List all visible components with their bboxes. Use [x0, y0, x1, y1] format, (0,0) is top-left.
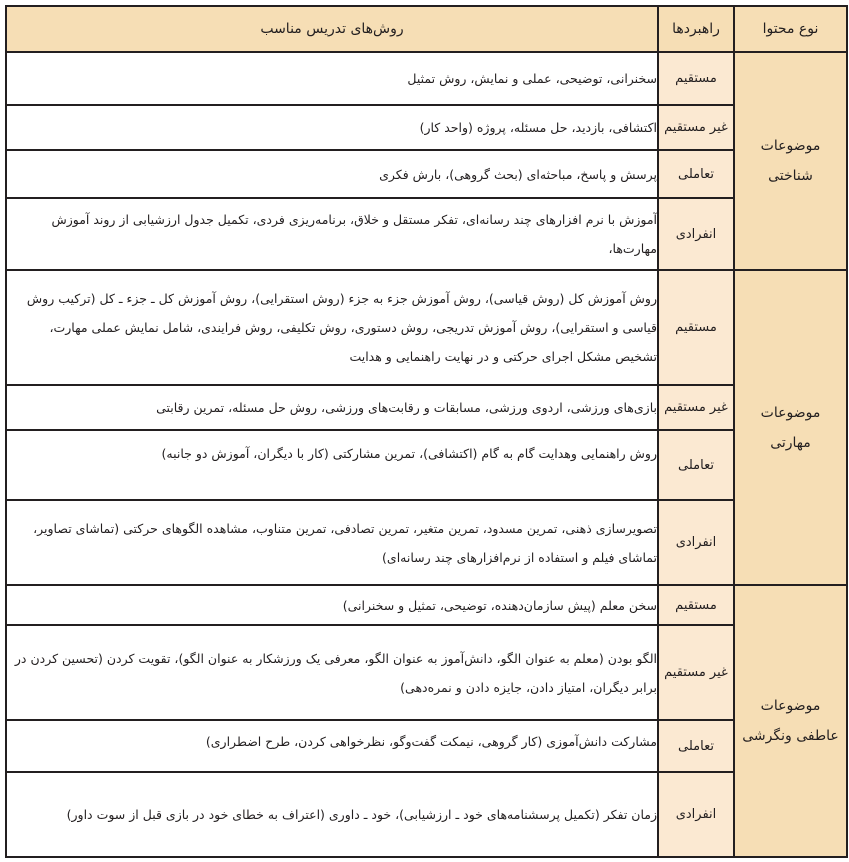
- table-row: [6, 430, 847, 500]
- table-row: [6, 625, 847, 720]
- content-type-affective: [734, 585, 847, 857]
- strategy-cell: تعاملی: [658, 150, 734, 198]
- table-row: [6, 500, 847, 585]
- methods-cell: تصویرسازی ذهنی، تمرین مسدود، تمرین متغیر، تمرین تصادفی، تمرین متناوب، مشاهده الگوهای حرکتی (تماشای تصاویر، تماشای فیلم و استفاده از نرم‌افزارهای چند رسانه‌ای): [6, 500, 658, 585]
- strategy-cell: انفرادی: [658, 500, 734, 585]
- methods-cell: آموزش با نرم افزارهای چند رسانه‌ای، تفکر مستقل و خلاق، برنامه‌ریزی فردی، تکمیل جدول ارزشیابی از روند آموزش مهارت‌ها،: [6, 198, 658, 270]
- methods-cell: پرسش و پاسخ، مباحثه‌ای (بحث گروهی)، بارش فکری: [6, 150, 658, 198]
- table-row: [6, 105, 847, 150]
- strategy-cell: غیر مستقیم: [658, 105, 734, 150]
- methods-cell: الگو بودن (معلم به عنوان الگو، دانش‌آموز به عنوان الگو، معرفی یک ورزشکار به عنوان الگو)، تقویت کردن (تحسین کردن در برابر دیگران، امتیاز دادن، جایزه دادن و نمره‌دهی): [6, 625, 658, 720]
- table-row: [6, 772, 847, 857]
- strategy-cell: مستقیم: [658, 270, 734, 385]
- strategy-cell: تعاملی: [658, 720, 734, 772]
- strategy-cell: مستقیم: [658, 52, 734, 105]
- content-type-line: مهارتی: [770, 434, 811, 451]
- table-row: [6, 585, 847, 625]
- methods-cell: سخن معلم (پیش سازمان‌دهنده، توضیحی، تمثیل و سخنرانی): [6, 585, 658, 625]
- strategy-cell: تعاملی: [658, 430, 734, 500]
- content-type-line: موضوعات: [760, 404, 821, 421]
- header-methods: روش‌های تدریس مناسب: [6, 6, 658, 52]
- content-type-cognitive: [734, 52, 847, 270]
- strategy-cell: انفرادی: [658, 772, 734, 857]
- strategy-cell: مستقیم: [658, 585, 734, 625]
- methods-cell: اکتشافی، بازدید، حل مسئله، پروژه (واحد کار): [6, 105, 658, 150]
- table-row: [6, 720, 847, 772]
- methods-cell: مشارکت دانش‌آموزی (کار گروهی، نیمکت گفت‌وگو، نظرخواهی کردن، طرح اضطراری): [6, 720, 658, 772]
- content-type-line: موضوعات: [760, 138, 821, 154]
- methods-cell: روش راهنمایی وهدایت گام به گام (اکتشافی)، تمرین مشارکتی (کار با دیگران، آموزش دو جانبه): [6, 430, 658, 500]
- strategy-cell: انفرادی: [658, 198, 734, 270]
- strategy-cell: غیر مستقیم: [658, 385, 734, 430]
- content-type-line: موضوعات: [760, 698, 821, 714]
- header-content-type: نوع محتوا: [734, 6, 847, 52]
- content-type-line: شناختی: [768, 168, 813, 184]
- strategy-cell: غیر مستقیم: [658, 625, 734, 720]
- table-row: [6, 198, 847, 270]
- methods-cell: زمان تفکر (تکمیل پرسشنامه‌های خود ـ ارزشیابی)، خود ـ داوری (اعتراف به خطای خود در بازی قبل از سوت داور): [6, 772, 658, 857]
- header-strategies: راهبردها: [658, 6, 734, 52]
- content-type-line: عاطفی ونگرشی: [742, 728, 839, 744]
- table-row: [6, 270, 847, 385]
- methods-cell: روش آموزش کل (روش قیاسی)، روش آموزش جزء به جزء (روش استقرایی)، روش آموزش کل ـ جزء ـ کل (ترکیب روش قیاسی و استقرایی)، روش آموزش تدریجی، روش دستوری، روش تکلیفی، روش فرایندی، شامل نمایش عملی مهارت، تشخیص مشکل اجرای حرکتی و در نهایت راهنمایی و هدایت: [6, 270, 658, 385]
- content-type-skill: [734, 270, 847, 585]
- methods-cell: سخنرانی، توضیحی، عملی و نمایش، روش تمثیل: [6, 52, 658, 105]
- teaching-methods-table: [5, 5, 848, 858]
- table-row: [6, 52, 847, 105]
- table-row: [6, 150, 847, 198]
- table-row: [6, 385, 847, 430]
- header-row: [6, 6, 847, 52]
- methods-cell: بازی‌های ورزشی، اردوی ورزشی، مسابقات و رقابت‌های ورزشی، روش حل مسئله، تمرین رقابتی: [6, 385, 658, 430]
